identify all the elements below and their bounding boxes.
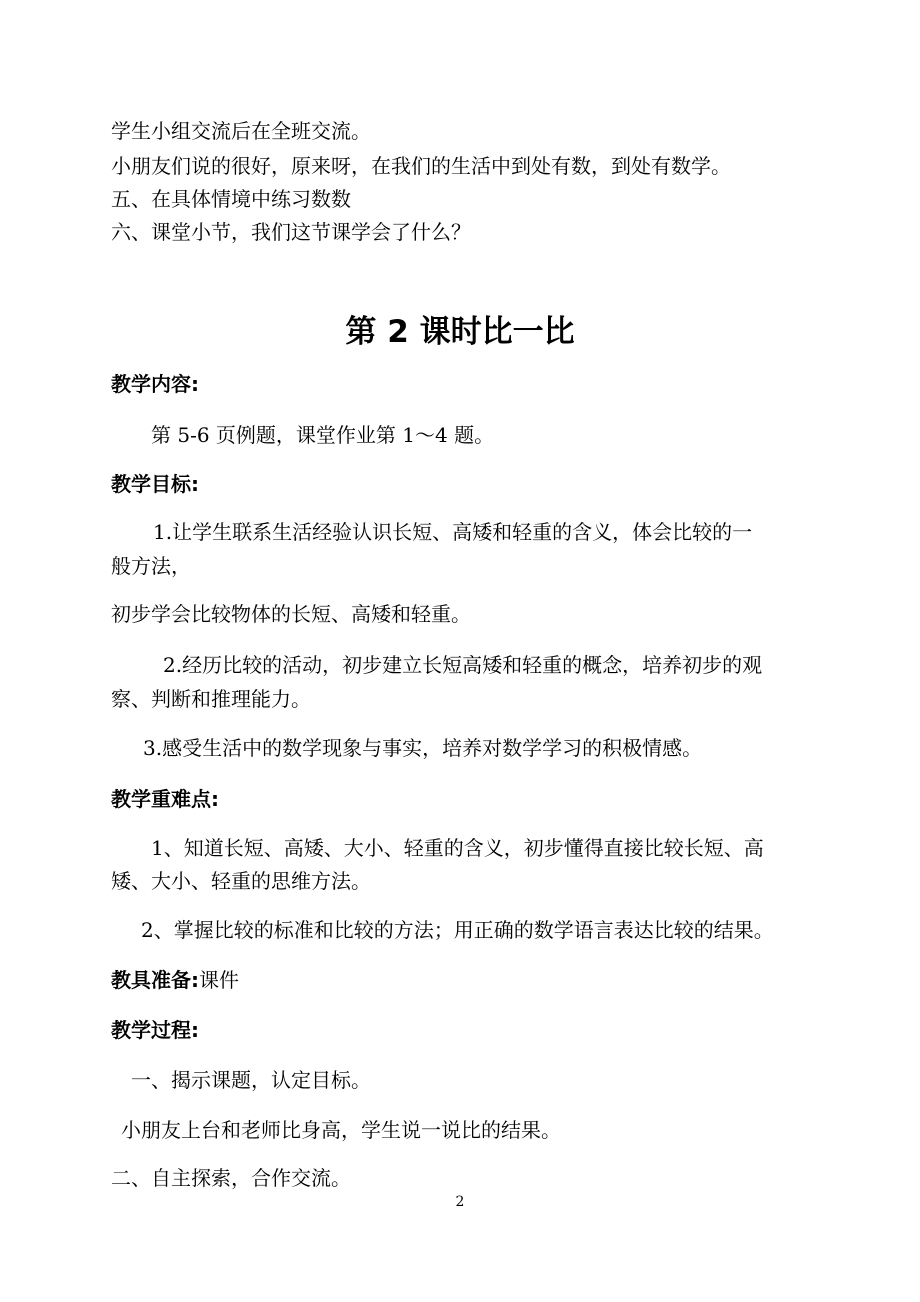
- key-point-1-line-2: 矮、大小、轻重的思维方法。: [111, 869, 371, 893]
- key-point-1-line-1: 1、知道长短、高矮、大小、轻重的含义，初步懂得直接比较长短、高: [151, 836, 764, 860]
- page-number: 2: [455, 1194, 465, 1210]
- intro-line-1: 学生小组交流后在全班交流。: [111, 119, 371, 143]
- lesson-title: 第 2 课时比一比: [345, 314, 575, 350]
- tools-text: 课件: [199, 968, 239, 992]
- teaching-content-text: 第 5-6 页例题，课堂作业第 1～4 题。: [151, 423, 495, 447]
- goal-1-line-2: 般方法，: [111, 554, 191, 578]
- goal-2-line-1: 2.经历比较的活动，初步建立长短高矮和轻重的概念，培养初步的观: [163, 653, 763, 677]
- goal-1-line-3: 初步学会比较物体的长短、高矮和轻重。: [111, 602, 471, 626]
- process-heading: 教学过程:: [111, 1018, 199, 1042]
- intro-line-4: 六、课堂小节，我们这节课学会了什么？: [111, 220, 471, 244]
- tools-heading: 教具准备:: [111, 968, 199, 992]
- teaching-goals-heading: 教学目标:: [111, 472, 199, 496]
- process-step-1-detail: 小朋友上台和老师比身高，学生说一说比的结果。: [121, 1118, 561, 1142]
- intro-line-2: 小朋友们说的很好，原来呀，在我们的生活中到处有数，到处有数学。: [111, 154, 731, 178]
- goal-3: 3.感受生活中的数学现象与事实，培养对数学学习的积极情感。: [143, 736, 703, 760]
- key-points-heading: 教学重难点:: [111, 787, 219, 811]
- key-point-2: 2、掌握比较的标准和比较的方法；用正确的数学语言表达比较的结果。: [141, 918, 774, 942]
- tools-row: [111, 966, 239, 994]
- goal-2-line-2: 察、判断和推理能力。: [111, 687, 311, 711]
- goal-1-line-1: 1.让学生联系生活经验认识长短、高矮和轻重的含义，体会比较的一: [153, 520, 753, 544]
- teaching-content-heading: 教学内容:: [111, 372, 199, 396]
- process-step-1: 一、揭示课题，认定目标。: [131, 1068, 371, 1092]
- intro-line-3: 五、在具体情境中练习数数: [111, 187, 351, 211]
- process-step-2: 二、自主探索，合作交流。: [111, 1166, 351, 1190]
